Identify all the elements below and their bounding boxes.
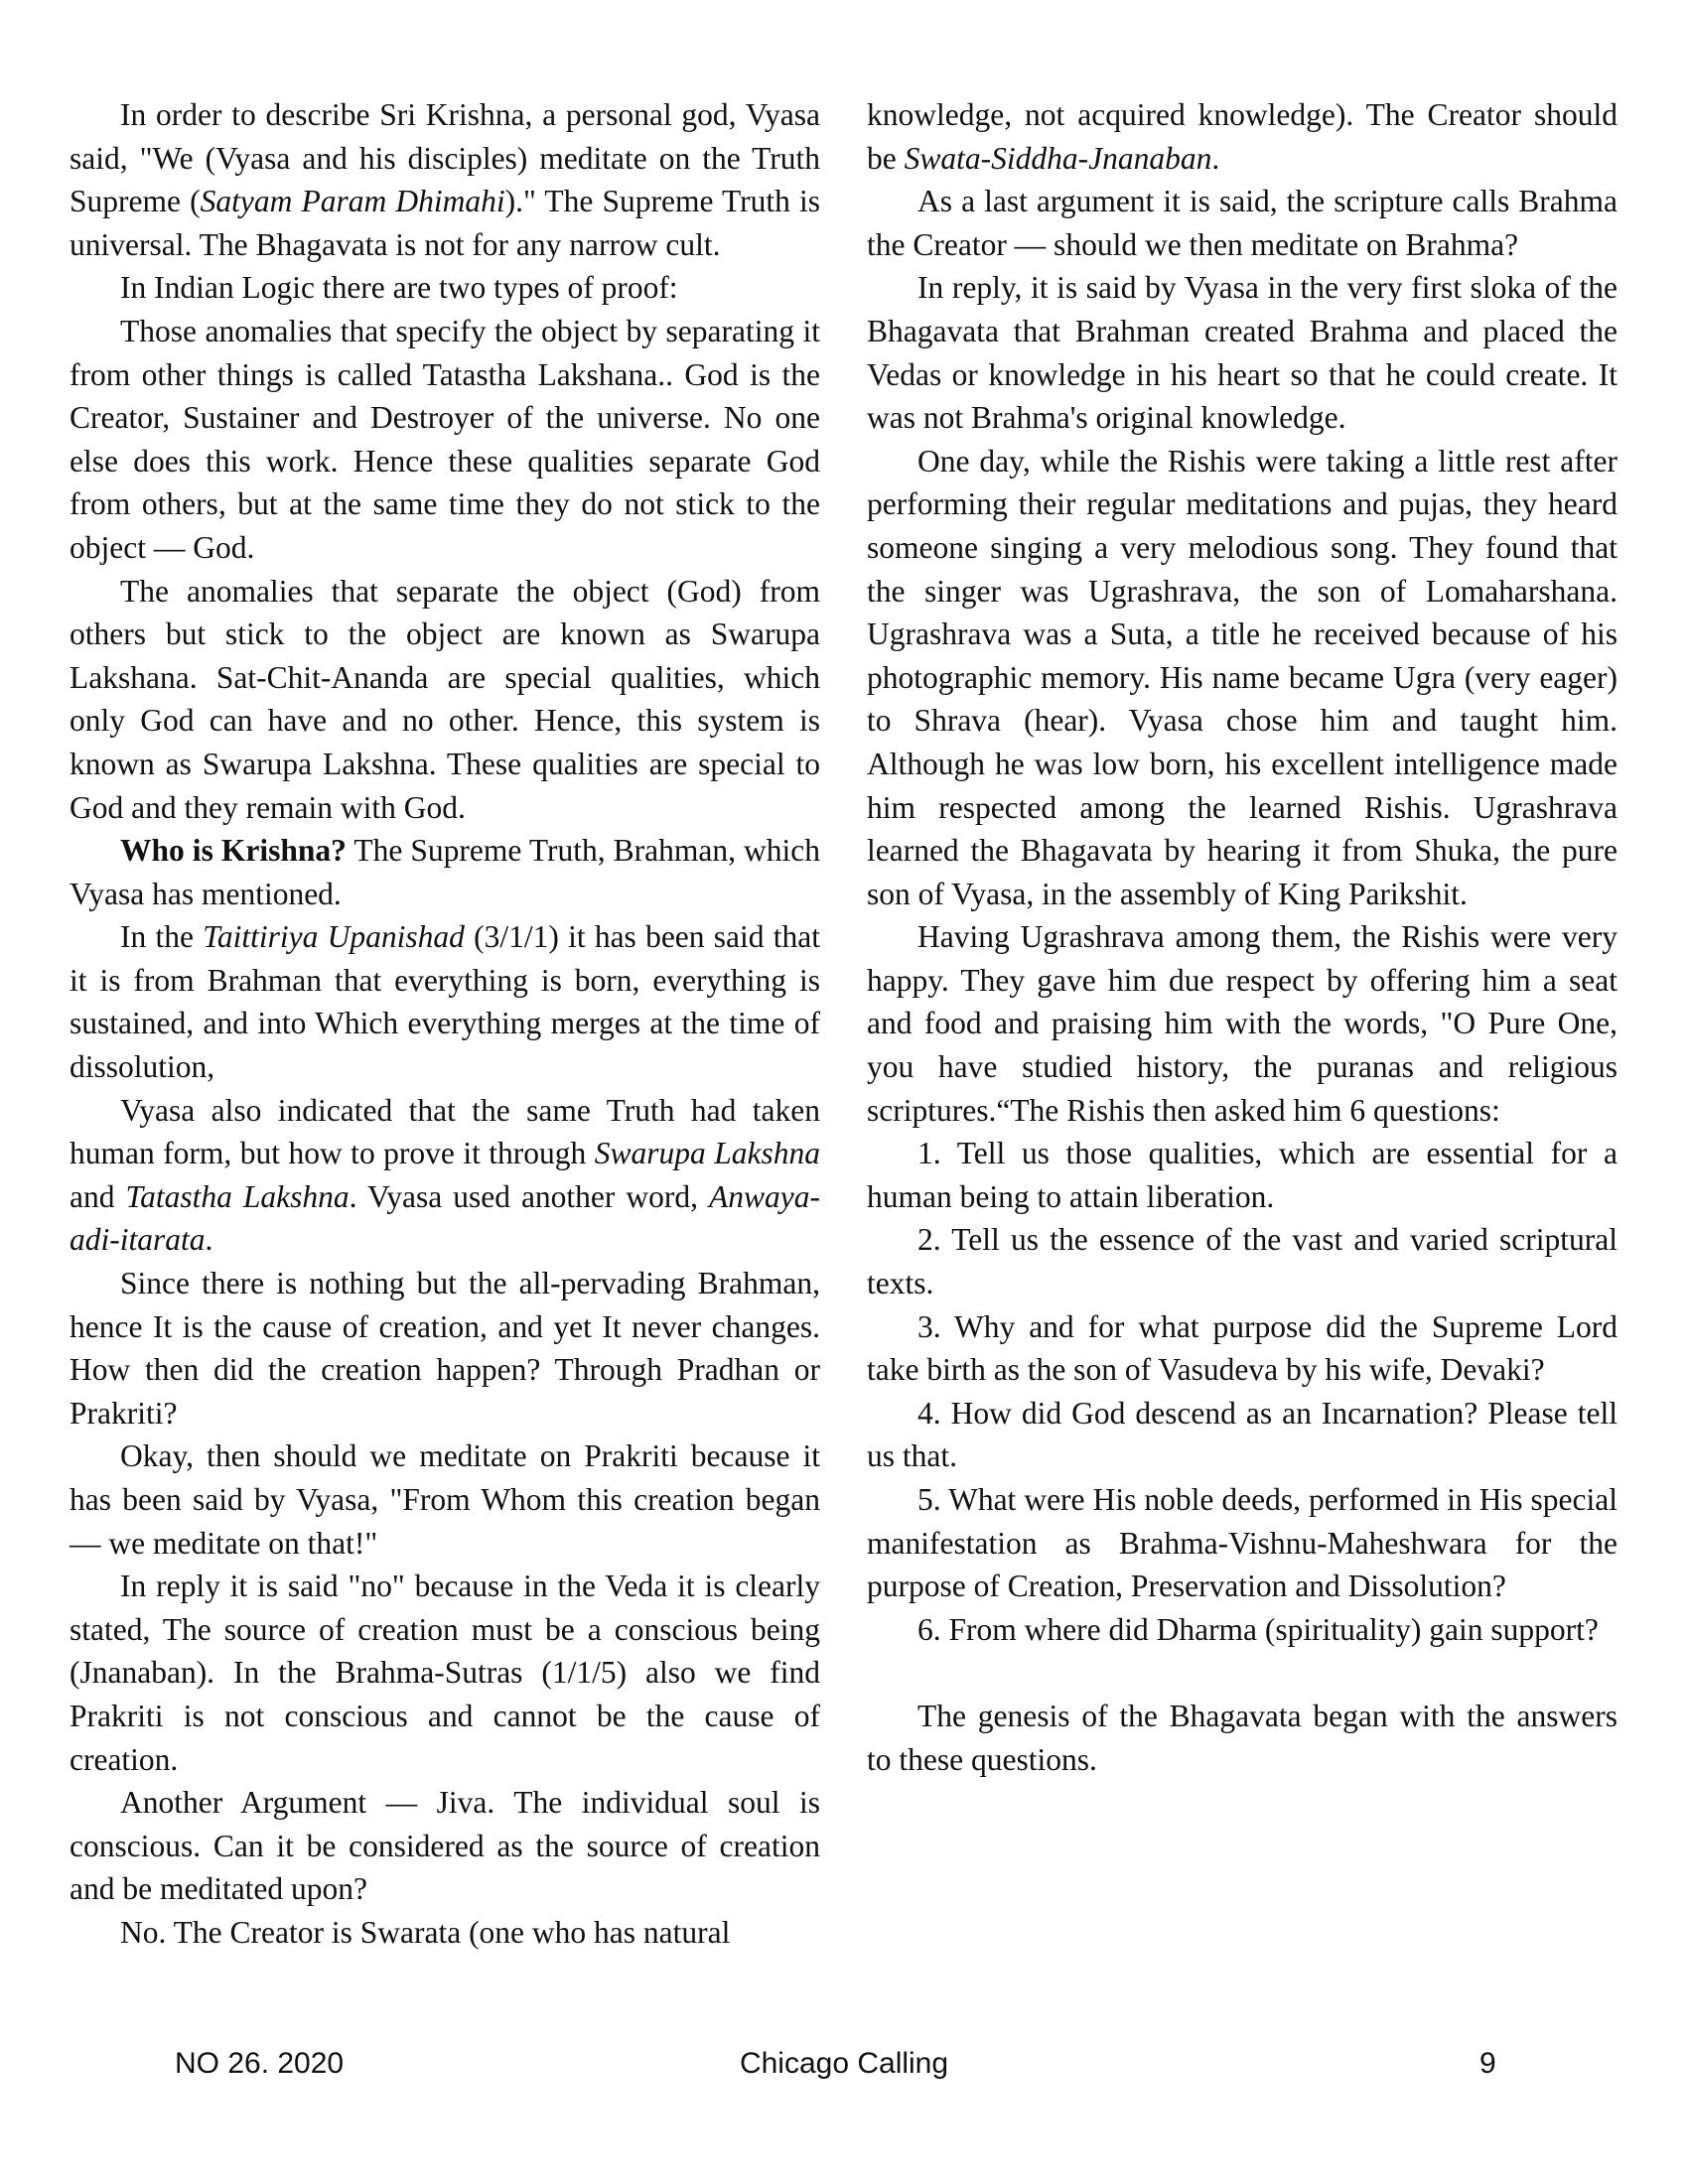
text-run: 3. Why and for what purpose did the Supreme Lord take birth as the son of Vasudeva by his wife, Devaki? bbox=[867, 1308, 1618, 1388]
text-run: 6. From where did Dharma (spirituality) gain support? bbox=[917, 1611, 1599, 1647]
paragraph bbox=[70, 829, 820, 915]
paragraph bbox=[70, 1434, 820, 1565]
text-run: and bbox=[70, 1178, 126, 1214]
paragraph bbox=[867, 1478, 1618, 1608]
text-run: Another Argument — Jiva. The individual soul is conscious. Can it be considered as the source of creation and be meditated upon? bbox=[70, 1785, 820, 1907]
bold-heading-text: Who is Krishna? bbox=[120, 833, 347, 869]
text-run: In order to describe Sri Krishna, a personal god, Vyasa said, "We (Vyasa and his disciples) meditate on the Truth Supreme ( bbox=[70, 97, 820, 219]
paragraph bbox=[867, 266, 1618, 439]
page-number: 9 bbox=[1479, 2047, 1496, 2080]
paragraph bbox=[70, 915, 820, 1088]
paragraph bbox=[867, 180, 1618, 266]
text-run: 4. How did God descend as an Incarnation? Please tell us that. bbox=[867, 1395, 1618, 1474]
left-text-column bbox=[70, 93, 820, 1955]
paragraph bbox=[867, 1305, 1618, 1392]
paragraph bbox=[867, 1218, 1618, 1304]
text-run: 2. Tell us the essence of the vast and varied scriptural texts. bbox=[867, 1222, 1618, 1301]
paragraph bbox=[70, 1262, 820, 1434]
text-run: . Vyasa used another word, bbox=[349, 1178, 710, 1214]
text-run: 1. Tell us those qualities, which are essential for a human being to attain liberation. bbox=[867, 1136, 1618, 1214]
paragraph bbox=[867, 915, 1618, 1132]
paragraph bbox=[70, 266, 820, 310]
text-run: . bbox=[1211, 140, 1220, 176]
text-run: In the bbox=[120, 919, 204, 955]
text-run: In Indian Logic there are two types of proof: bbox=[120, 270, 678, 306]
text-run: (3/1/1) it has been said that it is from Brahman that everything is born, everything is sustained, and into Which everything merges at the time of dissolution, bbox=[70, 919, 820, 1085]
paragraph bbox=[867, 1695, 1618, 1781]
paragraph bbox=[867, 93, 1618, 180]
text-run: The Supreme Truth, Brahman, which Vyasa has mentioned. bbox=[70, 833, 820, 911]
paragraph bbox=[70, 1089, 820, 1262]
right-text-column bbox=[867, 93, 1618, 1781]
text-run: No. The Creator is Swarata (one who has natural bbox=[120, 1914, 731, 1950]
italic-text: Anwaya-adi-itarata bbox=[70, 1178, 821, 1258]
paragraph bbox=[70, 93, 820, 266]
paragraph bbox=[867, 1392, 1618, 1478]
paragraph bbox=[867, 1608, 1618, 1652]
text-run: . bbox=[205, 1222, 213, 1258]
italic-text: Swata-Siddha-Jnanaban bbox=[904, 140, 1212, 176]
paragraph bbox=[70, 1781, 820, 1911]
text-run: One day, while the Rishis were taking a little rest after performing their regular meditations and pujas, they heard someone singing a very melodious song. They found that the singer was Ugrashrava, the son of Lomaharshana. Ugrashrava was a Suta, a title he received because of his photographic memory. His name became Ugra (very eager) to Shrava (hear). Vyasa chose him and taught him. Although he was low born, his excellent intelligence made him respected among the learned Rishis. Ugrashrava learned the Bhagavata by hearing it from Shuka, the pure son of Vyasa, in the assembly of King Parikshit. bbox=[867, 443, 1618, 911]
text-run: 5. What were His noble deeds, performed in His special manifestation as Brahma-Vishnu-Maheshwara for the purpose of Creation, Preservation and Dissolution? bbox=[867, 1482, 1618, 1604]
text-run: The anomalies that separate the object (God) from others but stick to the object are known as Swarupa Lakshana. Sat-Chit-Ananda are special qualities, which only God can have and no other. Hence, this system is known as Swarupa Lakshna. These qualities are special to God and they remain with God. bbox=[70, 573, 820, 825]
text-run: knowledge, not acquired knowledge). The Creator should be bbox=[867, 97, 1618, 176]
text-run: Since there is nothing but the all-pervading Brahman, hence It is the cause of creation, and yet It never changes. How then did the creation happen? Through Pradhan or Prakriti? bbox=[70, 1266, 820, 1431]
text-run: Vyasa also indicated that the same Truth had taken human form, but how to prove it through bbox=[70, 1092, 820, 1171]
italic-text: Swarupa Lakshna bbox=[594, 1136, 821, 1171]
italic-text: Tatastha Lakshna bbox=[125, 1178, 350, 1214]
text-run: Having Ugrashrava among them, the Rishis were very happy. They gave him due respect by offering him a seat and food and praising him with the words, "O Pure One, you have studied history, the puranas and religious scriptures.“The Rishis then asked him 6 questions: bbox=[867, 919, 1618, 1128]
text-run: In reply it is said "no" because in the Veda it is clearly stated, The source of creation must be a conscious being (Jnanaban). In the Brahma-Sutras (1/1/5) also we find Prakriti is not conscious and cannot be the cause of creation. bbox=[70, 1569, 820, 1777]
paragraph bbox=[70, 310, 820, 570]
text-run: Those anomalies that specify the object by separating it from other things is called Tatastha Lakshana.. God is the Creator, Sustainer and Destroyer of the universe. No one else does this work. Hence these qualities separate God from others, but at the same time they do not stick to the object — God. bbox=[70, 313, 820, 565]
text-run: The genesis of the Bhagavata began with the answers to these questions. bbox=[867, 1698, 1618, 1777]
paragraph bbox=[867, 1132, 1618, 1218]
italic-text: Satyam Param Dhimahi bbox=[200, 184, 505, 219]
text-run: As a last argument it is said, the scripture calls Brahma the Creator — should we then meditate on Brahma? bbox=[867, 184, 1618, 262]
text-run: )." The Supreme Truth is universal. The Bhagavata is not for any narrow cult. bbox=[70, 184, 820, 262]
paragraph bbox=[867, 440, 1618, 916]
paragraph bbox=[70, 1911, 820, 1955]
paragraph bbox=[70, 1565, 820, 1781]
publication-title: Chicago Calling bbox=[739, 2047, 949, 2080]
italic-text: Taittiriya Upanishad bbox=[203, 919, 465, 955]
text-run: Okay, then should we meditate on Prakriti because it has been said by Vyasa, "From Whom this creation began — we meditate on that!" bbox=[70, 1438, 820, 1561]
text-run: In reply, it is said by Vyasa in the very first sloka of the Bhagavata that Brahman created Brahma and placed the Vedas or knowledge in his heart so that he could create. It was not Brahma's original knowledge. bbox=[867, 270, 1618, 436]
issue-number: NO 26. 2020 bbox=[175, 2047, 345, 2080]
paragraph bbox=[70, 570, 820, 830]
page-footer bbox=[0, 2047, 1688, 2087]
